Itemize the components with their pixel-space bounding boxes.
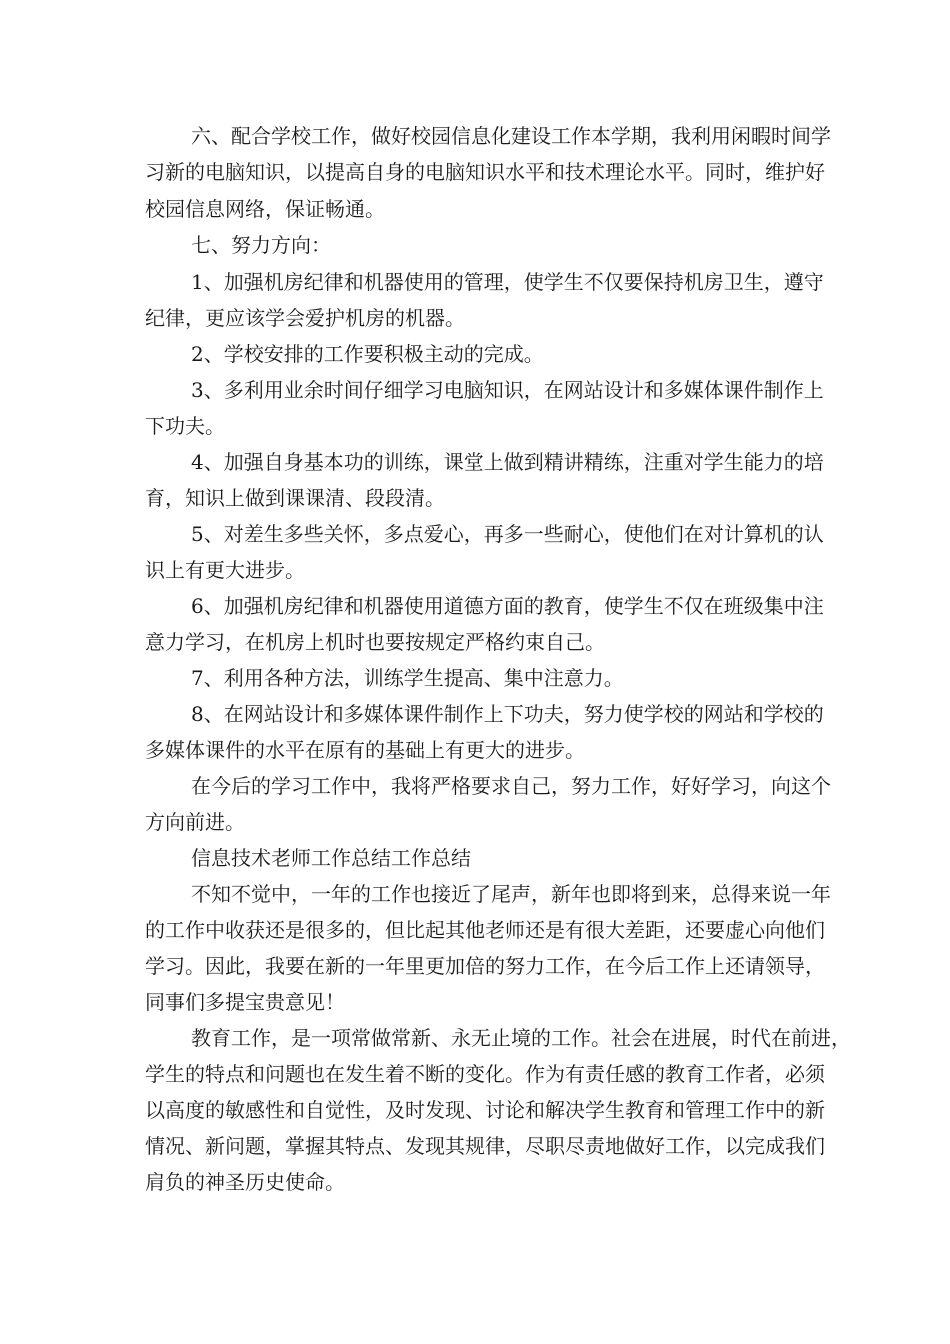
section-heading: 七、努力方向： (191, 233, 331, 257)
text-line: 4、加强自身基本功的训练，课堂上做到精讲精练，注重对学生能力的培 (191, 450, 824, 474)
text-line: 以高度的敏感性和自觉性，及时发现、讨论和解决学生教育和管理工作中的新 (145, 1098, 825, 1122)
text-line: 不知不觉中，一年的工作也接近了尾声，新年也即将到来，总得来说一年 (191, 882, 831, 906)
text-line: 方向前进。 (145, 810, 245, 834)
text-line: 3、多利用业余时间仔细学习电脑知识，在网站设计和多媒体课件制作上 (191, 378, 824, 402)
text-line: 教育工作，是一项常做常新、永无止境的工作。社会在进展，时代在前进， (191, 1026, 851, 1050)
text-line: 校园信息网络，保证畅通。 (145, 197, 385, 221)
text-line: 5、对差生多些关怀，多点爱心，再多一些耐心，使他们在对计算机的认 (191, 522, 824, 546)
text-line: 多媒体课件的水平在原有的基础上有更大的进步。 (145, 738, 585, 762)
text-line: 1、加强机房纪律和机器使用的管理，使学生不仅要保持机房卫生，遵守 (191, 270, 824, 294)
text-line: 习新的电脑知识，以提高自身的电脑知识水平和技术理论水平。同时，维护好 (145, 160, 825, 184)
text-line: 2、学校安排的工作要积极主动的完成。 (191, 342, 544, 366)
text-line: 识上有更大进步。 (145, 558, 305, 582)
text-line: 情况、新问题，掌握其特点、发现其规律，尽职尽责地做好工作，以完成我们 (145, 1134, 825, 1158)
text-line: 意力学习，在机房上机时也要按规定严格约束自己。 (145, 630, 605, 654)
text-line: 7、利用各种方法，训练学生提高、集中注意力。 (191, 666, 624, 690)
text-line: 下功夫。 (145, 414, 225, 438)
text-line: 的工作中收获还是很多的，但比起其他老师还是有很大差距，还要虚心向他们 (145, 918, 825, 942)
text-line: 8、在网站设计和多媒体课件制作上下功夫，努力使学校的网站和学校的 (191, 702, 824, 726)
text-line: 育，知识上做到课课清、段段清。 (145, 486, 445, 510)
text-line: 纪律，更应该学会爱护机房的机器。 (145, 306, 465, 330)
text-line: 6、加强机房纪律和机器使用道德方面的教育，使学生不仅在班级集中注 (191, 594, 824, 618)
text-line: 肩负的神圣历史使命。 (145, 1170, 345, 1194)
text-line: 六、配合学校工作，做好校园信息化建设工作本学期，我利用闲暇时间学 (191, 124, 831, 148)
text-line: 同事们多提宝贵意见！ (145, 990, 345, 1014)
text-line: 学习。因此，我要在新的一年里更加倍的努力工作，在今后工作上还请领导， (145, 954, 825, 978)
text-line: 学生的特点和问题也在发生着不断的变化。作为有责任感的教育工作者，必须 (145, 1062, 825, 1086)
text-line: 在今后的学习工作中，我将严格要求自己，努力工作，好好学习，向这个 (191, 774, 831, 798)
document-title: 信息技术老师工作总结工作总结 (191, 846, 471, 870)
